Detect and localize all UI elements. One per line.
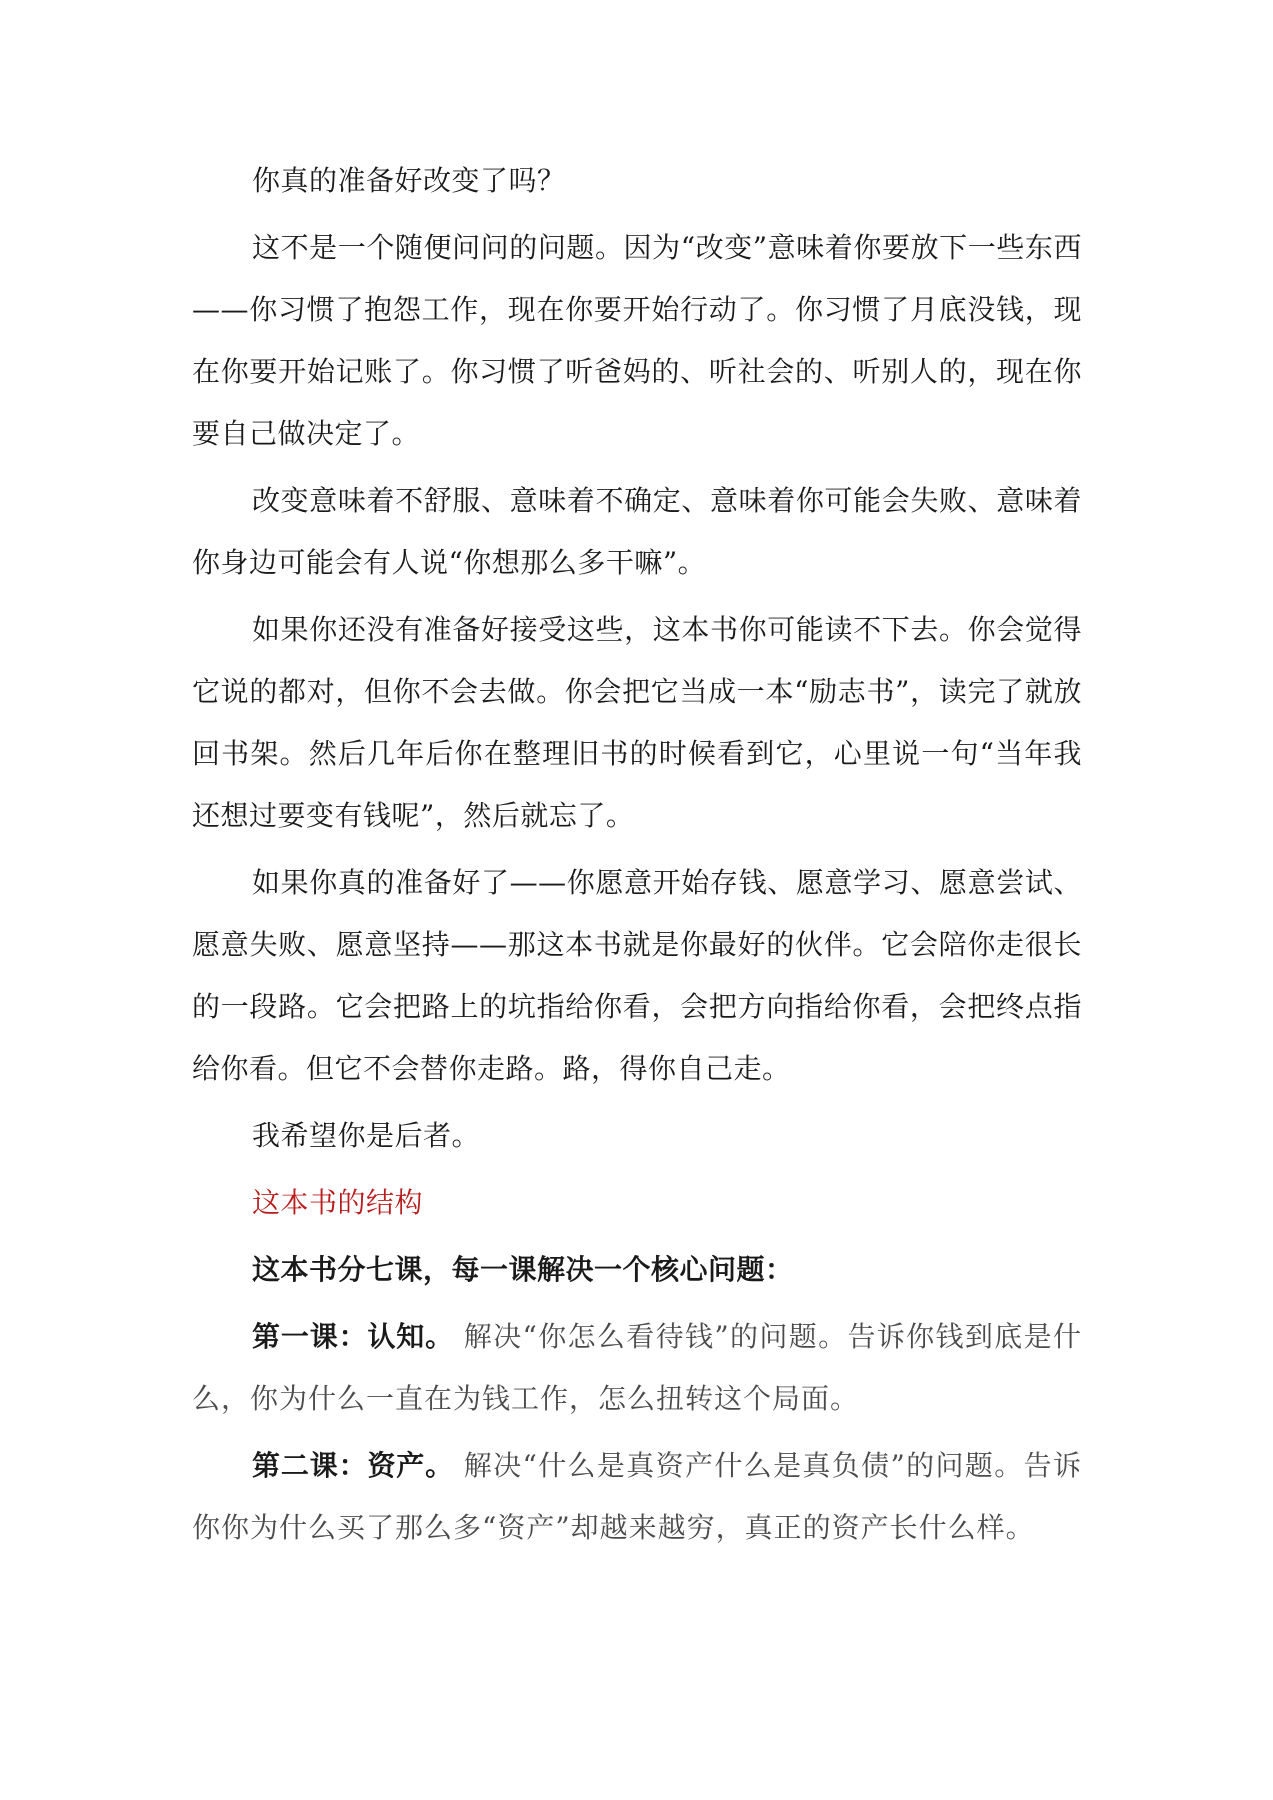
section-heading: 这本书的结构 (252, 1186, 424, 1219)
paragraph-not-ready: 如果你还没有准备好接受这些，这本书你可能读不下去。你会觉得它说的都对，但你不会去做。你会把它当成一本“励志书”，读完了就放回书架。然后几年后你在整理旧书的时候看到它，心里说一句“当年我还想过要变有钱呢”，然后就忘了。 (192, 613, 1082, 832)
lesson-label: 第二课：资产。 (252, 1449, 455, 1482)
lesson-item (192, 1435, 1082, 1559)
lesson-item (192, 1306, 1082, 1430)
lesson-description: 解决“什么是真资产什么是真负债”的问题。告诉你你为什么买了那么多“资产”却越来越穷，真正的资产长什么样。 (192, 1449, 1082, 1544)
paragraph-discomfort: 改变意味着不舒服、意味着不确定、意味着你可能会失败、意味着你身边可能会有人说“你想那么多干嘛”。 (192, 484, 1082, 579)
paragraph-hope: 我希望你是后者。 (252, 1119, 481, 1152)
paragraph-question: 你真的准备好改变了吗？ (252, 164, 566, 197)
paragraph-ready: 如果你真的准备好了——你愿意开始存钱、愿意学习、愿意尝试、愿意失败、愿意坚持——那这本书就是你最好的伙伴。它会陪你走很长的一段路。它会把路上的坑指给你看，会把方向指给你看，会把终点指给你看。但它不会替你走路。路，得你自己走。 (192, 866, 1082, 1085)
lesson-label: 第一课：认知。 (252, 1320, 455, 1353)
lesson-description: 解决“你怎么看待钱”的问题。告诉你钱到底是什么，你为什么一直在为钱工作，怎么扭转这个局面。 (192, 1320, 1082, 1415)
paragraph-change-meaning: 这不是一个随便问问的问题。因为“改变”意味着你要放下一些东西——你习惯了抱怨工作，现在你要开始行动了。你习惯了月底没钱，现在你要开始记账了。你习惯了听爸妈的、听社会的、听别人的，现在你要自己做决定了。 (192, 231, 1082, 450)
document-page (192, 150, 1082, 1564)
structure-intro: 这本书分七课，每一课解决一个核心问题： (252, 1253, 794, 1286)
